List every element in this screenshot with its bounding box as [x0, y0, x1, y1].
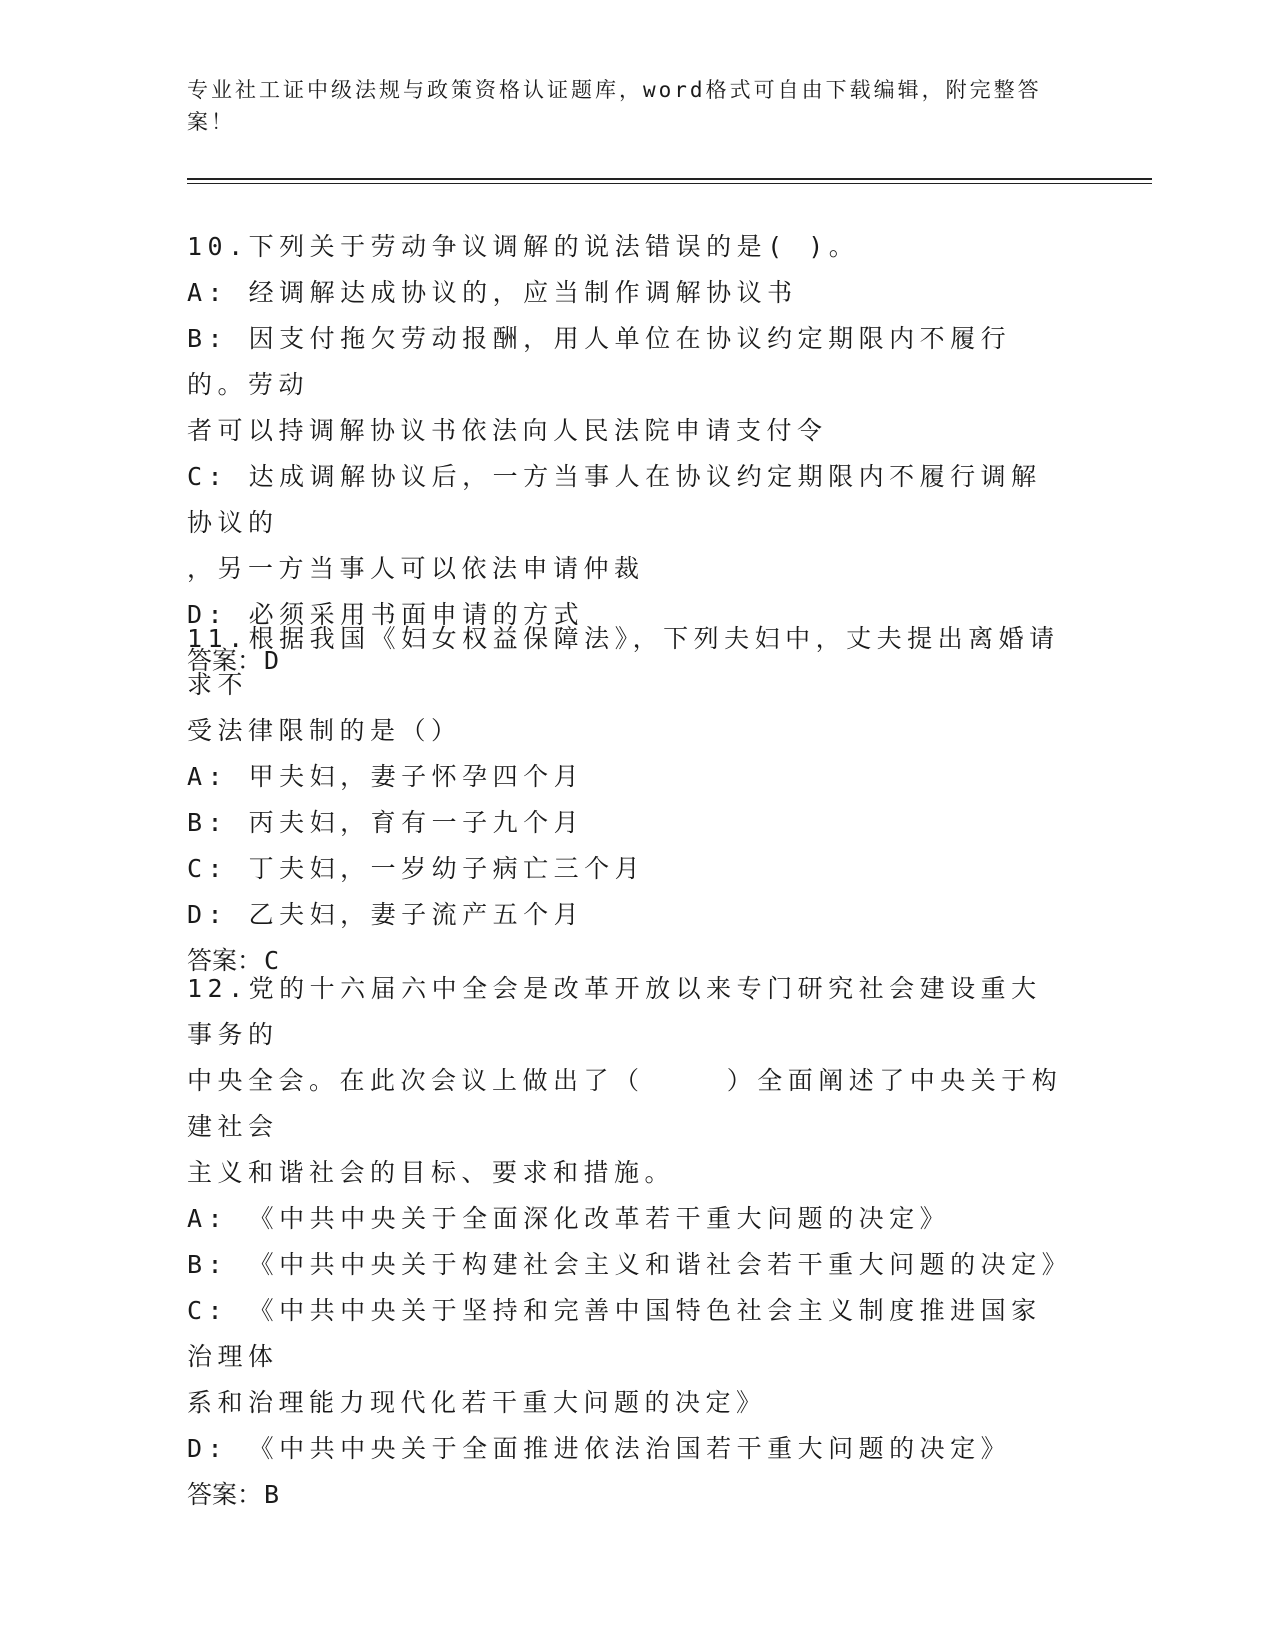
header-divider-thin: [187, 183, 1152, 184]
option-a: A: 《中共中央关于全面深化改革若干重大问题的决定》: [187, 1204, 951, 1233]
question-stem: 11.根据我国《妇女权益保障法》，下列夫妇中，丈夫提出离婚请求不: [187, 624, 1060, 699]
answer-label: 答案：: [187, 1481, 263, 1509]
option-b: B: 丙夫妇，育有一子九个月: [187, 808, 585, 837]
option-a: A: 经调解达成协议的，应当制作调解协议书: [187, 278, 798, 307]
option-c: C: 丁夫妇，一岁幼子病亡三个月: [187, 854, 646, 883]
question-stem-continued: 中央全会。在此次会议上做出了（ ）全面阐述了中央关于构建社会: [187, 1066, 1063, 1141]
header-divider-thick: [187, 178, 1152, 180]
option-c-continued: 系和治理能力现代化若干重大问题的决定》: [187, 1388, 767, 1417]
question-stem-continued: 受法律限制的是（）: [187, 716, 462, 745]
option-c: C: 《中共中央关于坚持和完善中国特色社会主义制度推进国家治理体: [187, 1296, 1042, 1371]
option-b-continued: 者可以持调解协议书依法向人民法院申请支付令: [187, 416, 828, 445]
question-10: [187, 224, 1067, 684]
option-a: A: 甲夫妇，妻子怀孕四个月: [187, 762, 585, 791]
question-12: [187, 966, 1073, 1518]
answer-value: C: [264, 946, 280, 975]
option-d: D: 《中共中央关于全面推进依法治国若干重大问题的决定》: [187, 1434, 1012, 1463]
answer-line: [187, 1472, 1067, 1518]
answer-value: D: [264, 646, 280, 675]
answer-label: 答案：: [187, 647, 263, 675]
option-b: B: 《中共中央关于构建社会主义和谐社会若干重大问题的决定》: [187, 1250, 1073, 1279]
question-stem-continued: 主义和谐社会的目标、要求和措施。: [187, 1158, 676, 1187]
question-stem: 12.党的十六届六中全会是改革开放以来专门研究社会建设重大事务的: [187, 974, 1042, 1049]
option-b: B: 因支付拖欠劳动报酬，用人单位在协议约定期限内不履行的。劳动: [187, 324, 1012, 399]
option-d: D: 必须采用书面申请的方式: [187, 600, 585, 629]
answer-label: 答案：: [187, 947, 263, 975]
answer-value: B: [264, 1480, 280, 1509]
option-c: C: 达成调解协议后，一方当事人在协议约定期限内不履行调解协议的: [187, 462, 1042, 537]
option-c-continued: ，另一方当事人可以依法申请仲裁: [187, 554, 645, 583]
question-stem: 10.下列关于劳动争议调解的说法错误的是( )。: [187, 232, 860, 261]
question-11: [187, 616, 1067, 984]
header-text: 专业社工证中级法规与政策资格认证题库，word格式可自由下载编辑，附完整答案！: [187, 78, 1042, 134]
option-d: D: 乙夫妇，妻子流产五个月: [187, 900, 585, 929]
